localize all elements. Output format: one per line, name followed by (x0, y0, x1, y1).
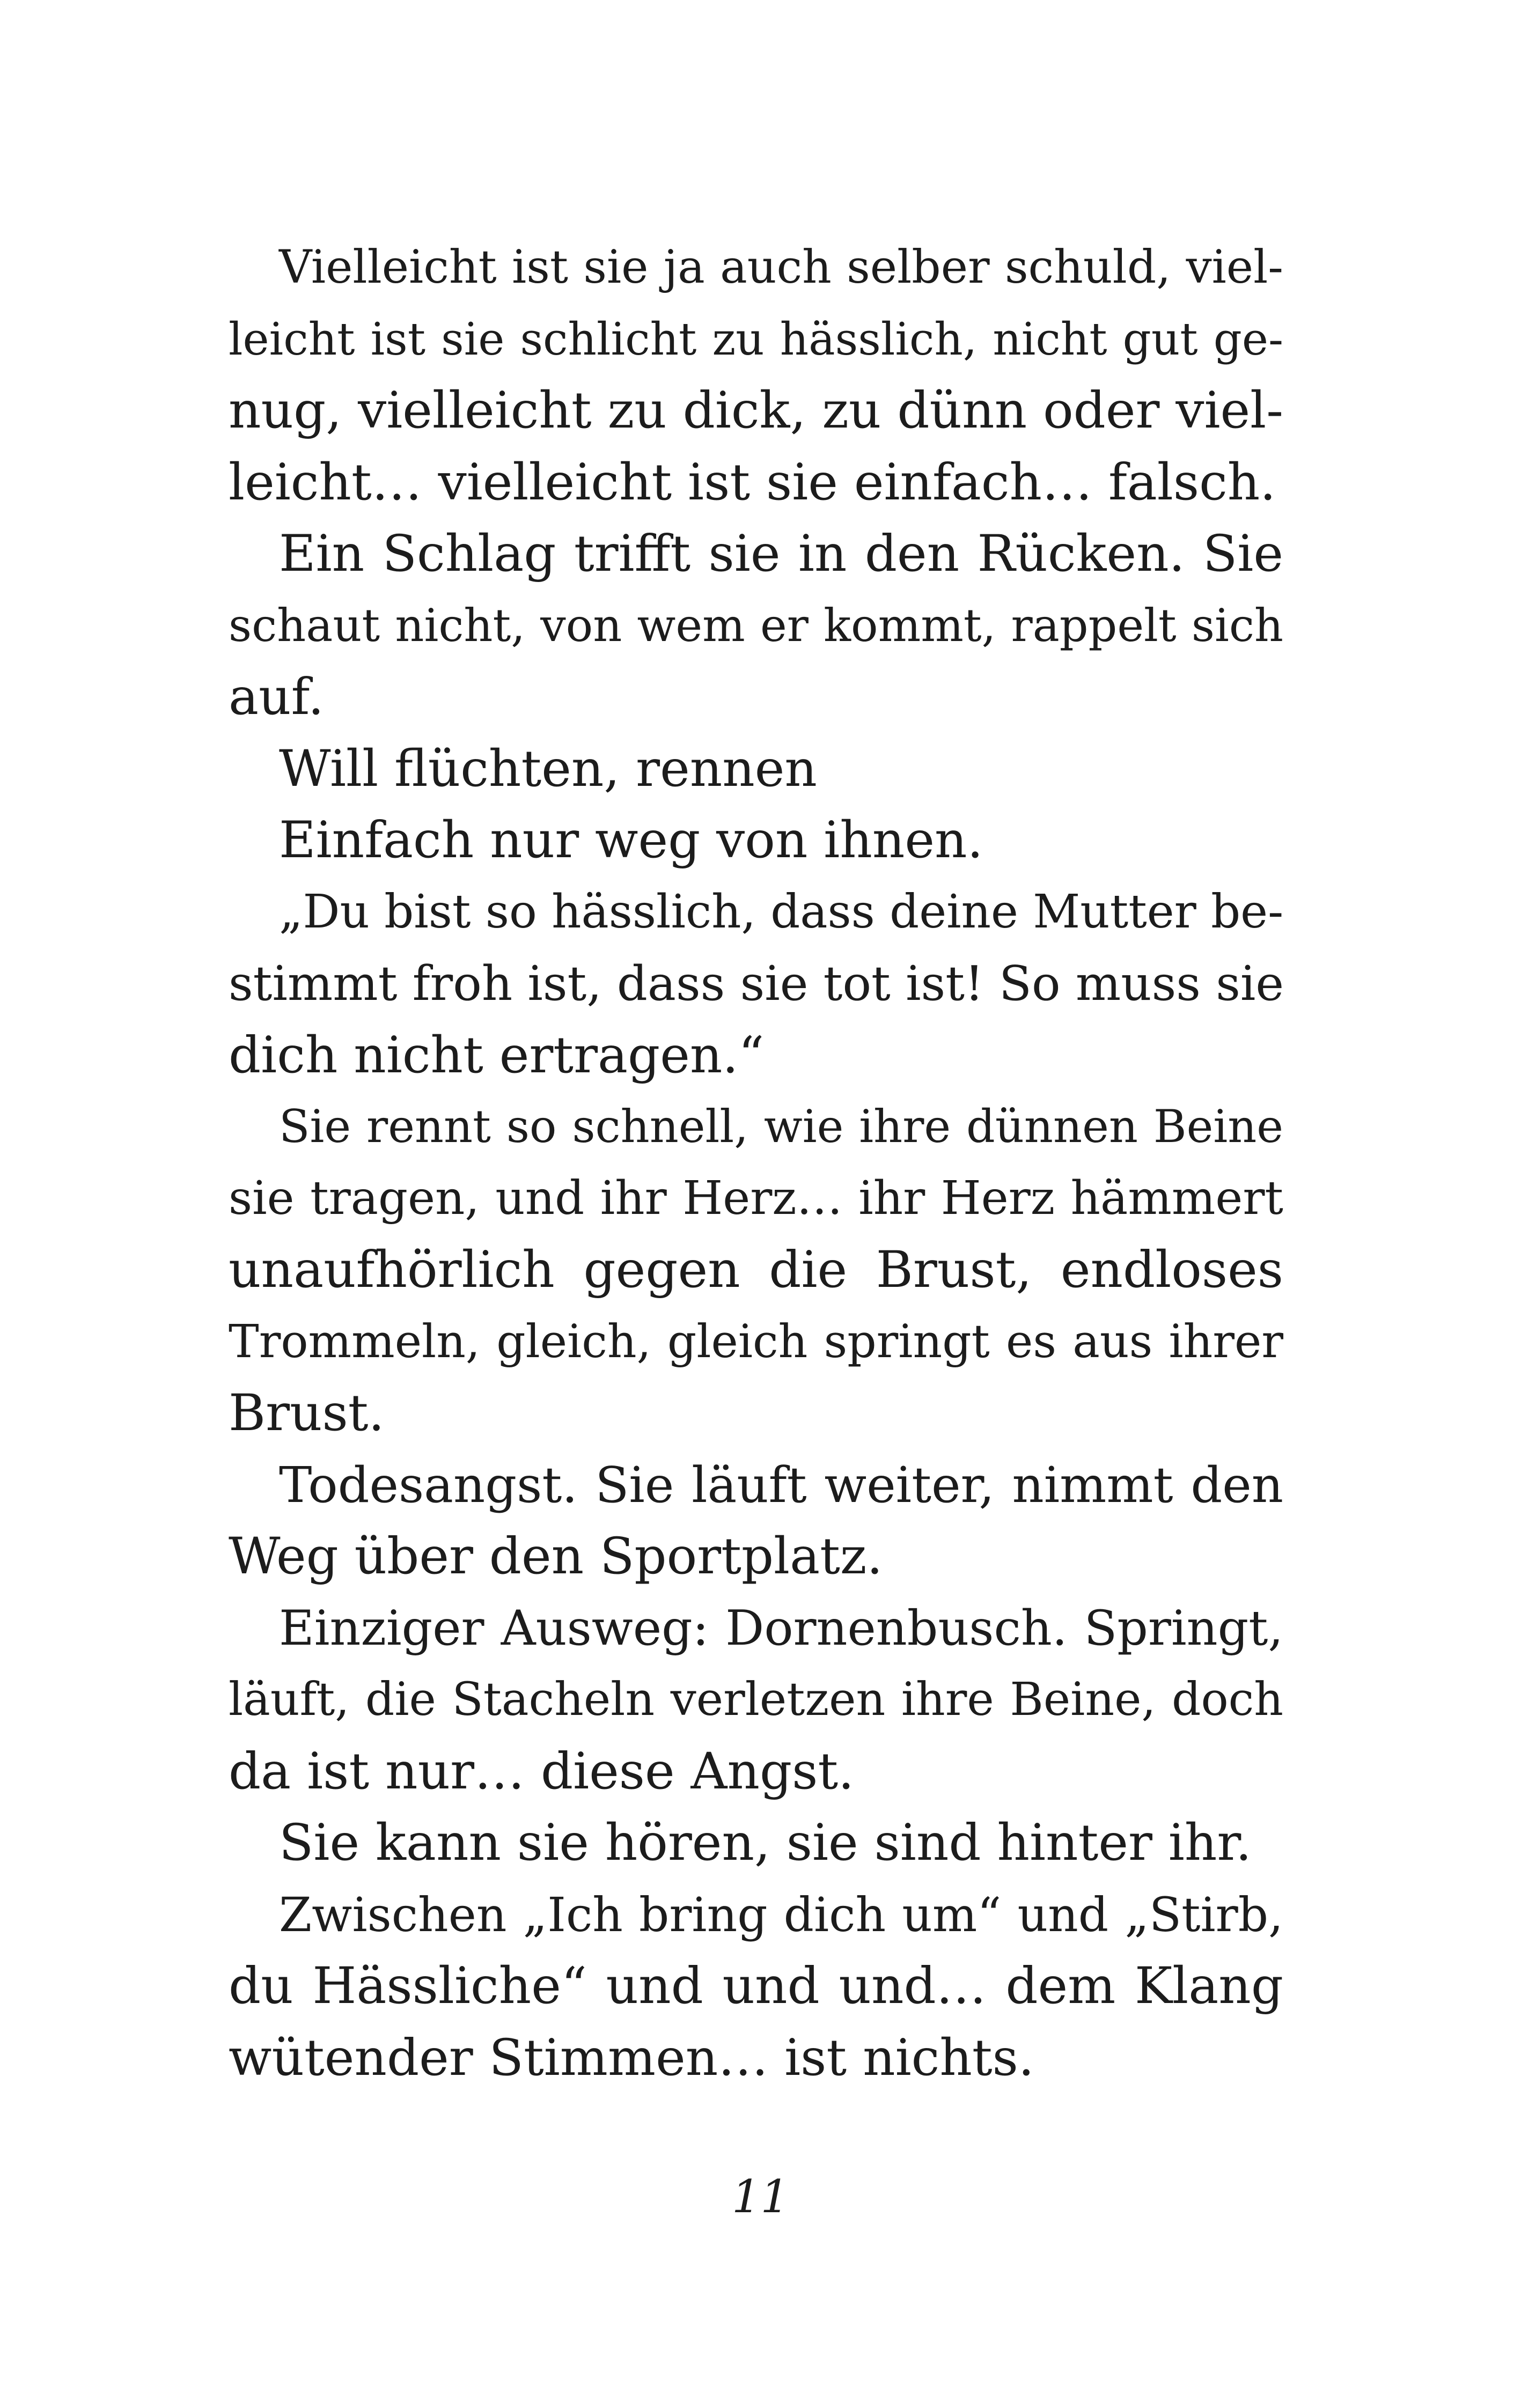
text-line: läuft, die Stacheln verletzen ihre Beine, doch (229, 1673, 1283, 1726)
paragraph (229, 518, 1283, 733)
paragraph (229, 1879, 1283, 2094)
text-line: unaufhörlich gegen die Brust, endloses (229, 1241, 1283, 1299)
text-line: nug, vielleicht zu dick, zu dünn oder viel- (229, 381, 1283, 440)
text-line: Vielleicht ist sie ja auch selber schuld, viel- (279, 241, 1283, 294)
text-line: Sie rennt so schnell, wie ihre dünnen Beine (279, 1100, 1283, 1153)
paragraph (229, 1807, 1283, 1879)
text-line: Einziger Ausweg: Dornenbusch. Springt, (279, 1600, 1283, 1656)
paragraph (229, 877, 1283, 1092)
text-line: leicht ist sie schlicht zu hässlich, nicht gut ge- (229, 313, 1283, 365)
text-line: stimmt froh ist, dass sie tot ist! So muss sie (229, 955, 1284, 1011)
body-text (229, 232, 1283, 2094)
text-line: sie tragen, und ihr Herz… ihr Herz hämmert (229, 1171, 1283, 1225)
paragraph (229, 232, 1283, 518)
text-line: Weg über den Sportplatz. (229, 1527, 883, 1586)
text-line: Todesangst. Sie läuft weiter, nimmt den (279, 1456, 1283, 1514)
text-line: Trommeln, gleich, gleich springt es aus ihrer (229, 1315, 1283, 1368)
text-line: Sie kann sie hören, sie sind hinter ihr. (279, 1814, 1252, 1872)
text-line: schaut nicht, von wem er kommt, rappelt sich (229, 599, 1283, 652)
text-line: du Hässliche“ und und und… dem Klang (229, 1957, 1283, 2015)
page-number: 11 (732, 2170, 789, 2223)
paragraph (229, 1593, 1283, 1808)
paragraph (229, 805, 1283, 877)
text-line: Will flüchten, rennen (279, 739, 817, 798)
text-line: auf. (229, 668, 324, 726)
text-line: wütender Stimmen… ist nichts. (229, 2028, 1034, 2087)
text-line: dich nicht ertragen.“ (229, 1026, 765, 1085)
text-line: Einfach nur weg von ihnen. (279, 811, 983, 870)
text-line: Brust. (229, 1384, 385, 1442)
paragraph (229, 1449, 1283, 1593)
text-line: „Du bist so hässlich, dass deine Mutter be- (279, 885, 1284, 939)
text-line: Zwischen „Ich bring dich um“ und „Stirb, (279, 1887, 1283, 1942)
paragraph (229, 733, 1283, 805)
text-line: leicht… vielleicht ist sie einfach… falsch. (229, 453, 1276, 512)
text-line: Ein Schlag trifft sie in den Rücken. Sie (279, 525, 1283, 583)
paragraph (229, 1091, 1283, 1449)
text-line: da ist nur… diese Angst. (229, 1742, 855, 1801)
